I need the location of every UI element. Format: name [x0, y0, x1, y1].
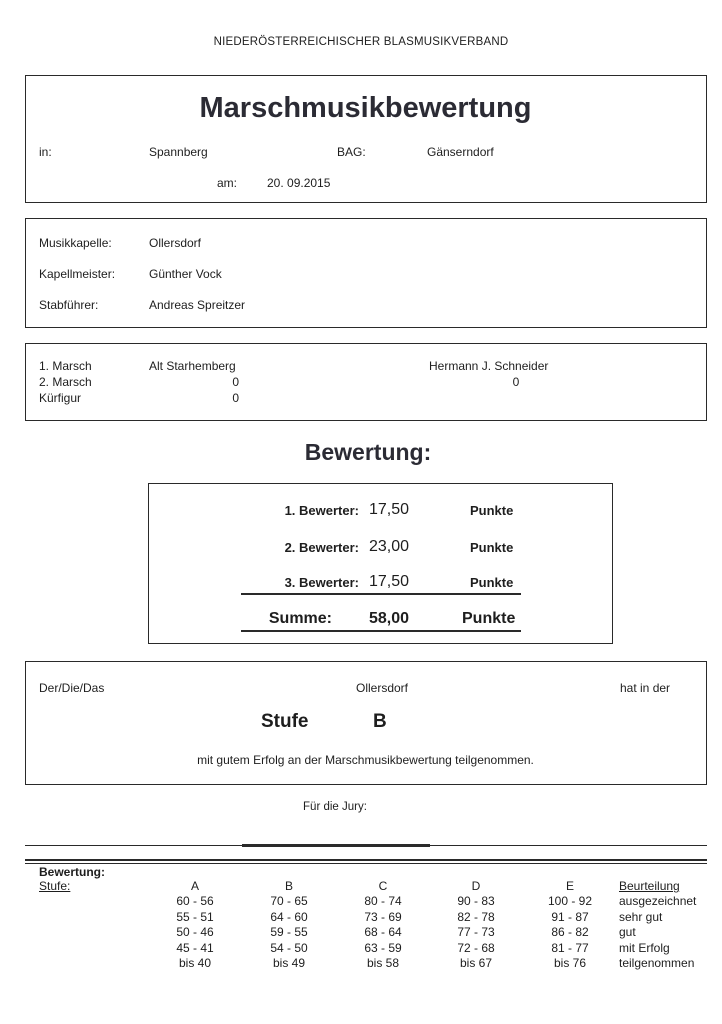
legend-stufe-label: Stufe: — [39, 879, 71, 893]
kuerfigur-label: Kürfigur — [39, 391, 82, 405]
legend-divider-bottom — [25, 863, 707, 864]
marsch1-composer: Hermann J. Schneider — [429, 359, 549, 373]
result-band: Ollersdorf — [356, 681, 409, 695]
result-sentence: mit gutem Erfolg an der Marschmusikbewertung teilgenommen. — [197, 753, 534, 767]
legend-title: Bewertung: — [39, 865, 105, 879]
legend-col-c-header: C — [378, 879, 388, 893]
marsch1-label: 1. Marsch — [39, 359, 92, 373]
score-row-2-unit: Punkte — [470, 540, 514, 555]
score-row-1-unit: Punkte — [470, 503, 514, 518]
bag-value: Gänserndorf — [427, 145, 494, 159]
legend-beurteilung-item: gut — [619, 925, 636, 939]
legend-col-d-range: 82 - 78 — [457, 910, 495, 924]
document-title: Marschmusikbewertung — [199, 92, 532, 124]
legend-col-a-range: 55 - 51 — [176, 910, 214, 924]
legend-col-e-range: 81 - 77 — [551, 941, 589, 955]
bag-label: BAG: — [337, 145, 366, 159]
musikkapelle-value: Ollersdorf — [149, 236, 202, 250]
marsch1-title: Alt Starhemberg — [149, 359, 236, 373]
program-box — [25, 343, 707, 421]
stufe-value: B — [373, 711, 387, 732]
date-label: am: — [217, 176, 238, 190]
score-row-3-unit: Punkte — [470, 575, 514, 590]
legend-col-d-range: 90 - 83 — [457, 894, 495, 908]
legend-col-b-range: 70 - 65 — [270, 894, 308, 908]
legend-col-c-range: bis 58 — [366, 956, 400, 970]
location-value: Spannberg — [149, 145, 208, 159]
legend-col-e-range: 91 - 87 — [551, 910, 589, 924]
scoring-box — [148, 483, 613, 644]
legend-col-b-range: 54 - 50 — [270, 941, 308, 955]
result-prefix: Der/Die/Das — [39, 681, 105, 695]
kuerfigur-title: 0 — [232, 391, 239, 405]
legend-beurteilung-item: ausgezeichnet — [619, 894, 697, 908]
signature-line-thick — [242, 844, 430, 847]
legend-col-e-range: 100 - 92 — [547, 894, 593, 908]
legend-col-b-range: 59 - 55 — [270, 925, 308, 939]
legend-col-d-range: 72 - 68 — [457, 941, 495, 955]
legend-col-e-header: E — [565, 879, 574, 893]
legend-col-b-header: B — [284, 879, 293, 893]
kapellmeister-value: Günther Vock — [149, 267, 222, 281]
band-box — [25, 218, 707, 328]
legend-divider-top — [25, 859, 707, 861]
legend-col-d-header: D — [471, 879, 481, 893]
legend-col-c-range: 63 - 59 — [364, 941, 402, 955]
marsch2-title: 0 — [232, 375, 239, 389]
sum-value: 58,00 — [368, 610, 410, 627]
result-box — [25, 661, 707, 785]
sum-unit: Punkte — [462, 610, 516, 627]
legend-col-d-range: 77 - 73 — [457, 925, 495, 939]
score-row-3-value: 17,50 — [368, 573, 410, 590]
kapellmeister-label: Kapellmeister: — [39, 267, 116, 281]
organization-header: NIEDERÖSTERREICHISCHER BLASMUSIKVERBAND — [213, 36, 509, 48]
date-value: 20. 09.2015 — [267, 176, 331, 190]
legend-col-c-range: 73 - 69 — [364, 910, 402, 924]
marsch2-label: 2. Marsch — [39, 375, 92, 389]
legend-beurteilung-header: Beurteilung — [619, 879, 680, 893]
stabfuehrer-value: Andreas Spreitzer — [149, 298, 246, 312]
score-row-2-value: 23,00 — [368, 538, 410, 555]
legend-col-c-range: 80 - 74 — [364, 894, 402, 908]
legend-beurteilung-item: sehr gut — [619, 910, 663, 924]
event-box — [25, 75, 707, 203]
sum-underline — [241, 630, 521, 632]
legend-col-d-range: bis 67 — [459, 956, 493, 970]
jury-label: Für die Jury: — [303, 801, 367, 813]
stufe-label: Stufe — [261, 711, 309, 732]
marsch2-composer: 0 — [512, 375, 520, 389]
legend-col-b-range: 64 - 60 — [270, 910, 308, 924]
score-row-2-label: 2. Bewerter: — [284, 540, 359, 555]
scoring-heading: Bewertung: — [304, 439, 432, 465]
stabfuehrer-label: Stabführer: — [39, 298, 99, 312]
score-row-1-value: 17,50 — [368, 501, 410, 518]
legend-col-b-range: bis 49 — [272, 956, 306, 970]
legend-beurteilung-item: mit Erfolg — [619, 941, 670, 955]
sum-divider — [241, 593, 521, 595]
musikkapelle-label: Musikkapelle: — [39, 236, 112, 250]
legend-beurteilung-item: teilgenommen — [619, 956, 695, 970]
legend-col-a-range: 50 - 46 — [176, 925, 214, 939]
score-row-3-label: 3. Bewerter: — [284, 575, 359, 590]
legend-col-a-range: 45 - 41 — [176, 941, 214, 955]
legend-col-e-range: bis 76 — [553, 956, 587, 970]
score-row-1-label: 1. Bewerter: — [284, 503, 359, 518]
legend-col-a-range: bis 40 — [178, 956, 212, 970]
legend-col-e-range: 86 - 82 — [551, 925, 589, 939]
legend-col-a-header: A — [190, 879, 199, 893]
legend-col-c-range: 68 - 64 — [364, 925, 402, 939]
sum-label: Summe: — [268, 610, 332, 627]
legend-col-a-range: 60 - 56 — [176, 894, 214, 908]
in-label: in: — [39, 145, 52, 159]
result-suffix: hat in der — [620, 681, 671, 695]
